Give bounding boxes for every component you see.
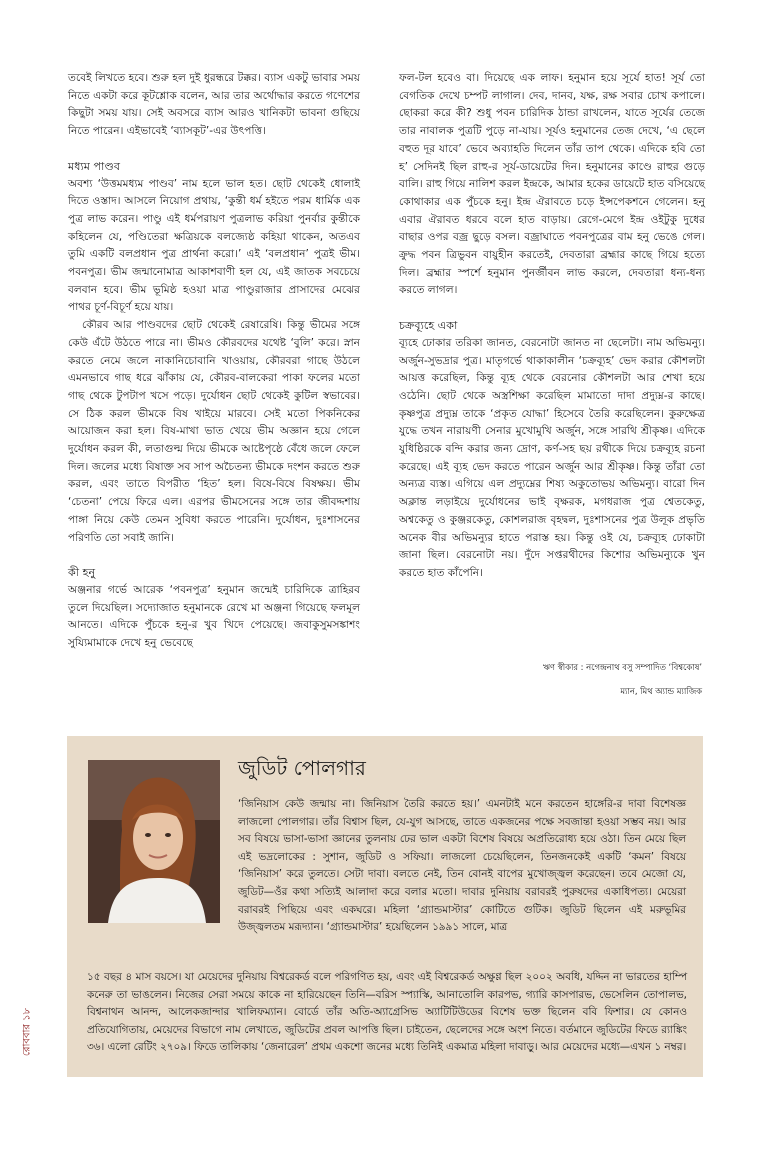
credits-line-2: ম্যান, মিথ অ্যান্ড ম্যাজিক <box>620 686 702 696</box>
side-page-label <box>18 1002 38 1062</box>
bhim-paragraph-2: কৌরব আর পাণ্ডবদের ছোট থেকেই রেষারেষি। কিন্তু ভীমের সঙ্গে কেউ এঁটে উঠতে পারে না। ভীমও কৌরবদের যথেষ্ট ‘বুলি’ করে। স্নান করতে নেমে জলে নাকানিচোবানি খাওয়ায়, কৌরবরা গাছে উঠলে এমনভাবে গাছ ধরে ঝাঁকায় যে, কৌরব-বালকেরা পাকা ফলের মতো গাছ থেকে টুপটাপ খসে পড়ে। দুর্যোধন ছোট থেকেই কুটিল স্বভাবের। সে ঠিক করল ভীমকে বিষ খাইয়ে মারবে। সেই মতো পিকনিকের আয়োজন করা হল। বিষ-মাখা ভাত খেয়ে ভীম অজ্ঞান হয়ে গেলে দুর্যোধন করল কী, লতাগুল্ম দিয়ে ভীমকে আষ্টেপৃষ্ঠে বেঁধে জলে ফেলে দিল। জলের মধ্যে বিষাক্ত সব সাপ অচৈতন্য ভীমকে দংশন করতে শুরু করল, এবং তাতে বিপরীত ‘হিত’ হল। বিষে-বিষে বিষক্ষয়। ভীম ‘চেতনা’ পেয়ে ফিরে এল। এরপর ভীমসেনের সঙ্গে তার জীবদ্দশায় পাঙ্গা নিয়ে কেউ তেমন সুবিধা করতে পারেনি। দুর্যোধন, দুঃশাসনের পরিণতি তো সবাই জানি। <box>68 319 360 544</box>
section-heading-chakravyuh: চক্রব্যূহে একা <box>399 319 458 333</box>
section-heading-ki-hanu: কী হনু <box>68 566 96 580</box>
left-column <box>68 70 360 653</box>
portrait-photo <box>88 760 220 923</box>
abhimanyu-paragraph: ব্যূহে ঢোকার তরিকা জানত, বেরনোটা জানত না ছেলেটা। নাম অভিমন্যু। অর্জুন-সুভদ্রার পুত্র। মাতৃগর্ভে থাকাকালীন ‘চক্রব্যূহ’ ভেদ করার কৌশলটা আয়ত্ত করেছিল, কিন্তু ব্যূহ থেকে বেরনোর কৌশলটা আর শেখা হয়ে ওঠেনি। ছোট থেকে অস্ত্রশিক্ষা করেছিল মামাতো দাদা প্রদ্যুম্ন-র কাছে। কৃষ্ণপুত্র প্রদ্যুম্ন তাকে ‘প্রকৃত যোদ্ধা’ হিসেবে তৈরি করেছিলেন। কুরুক্ষেত্র যুদ্ধে তখন নারায়ণী সেনার মুখোমুখি অর্জুন, সঙ্গে সারথি শ্রীকৃষ্ণ। এদিকে যুধিষ্ঠিরকে বন্দি করার জন্য দ্রোণ, কর্ণ-সহ ছয় রথীকে দিয়ে চক্রব্যূহ রচনা করেছে। এই ব্যূহ ভেদ করতে পারেন অর্জুন আর শ্রীকৃষ্ণ। কিন্তু তাঁরা তো অন্যত্র ব্যস্ত। এগিয়ে এল প্রদ্যুম্নের শিষ্য অকুতোভয় অভিমন্যু। বারো দিন অক্লান্ত লড়াইয়ে দুর্যোধনের ভাই বৃক্ষরক, মগধরাজ পুত্র শ্বেতকেতু, অশ্বকেতু ও কুঞ্জরকেতু, কোশলরাজ বৃহদ্বল, দুঃশাসনের পুত্র উলূক প্রভৃতি অনেক বীর অভিমন্যুর হাতে পরাস্ত হয়। কিন্তু ওই যে, চক্রব্যূহ ঢোকাটা জানা ছিল। বেরনোটা নয়। দুঁদে সপ্তরথীদের কিশোর অভিমন্যুকে খুন করতে হাত কাঁপেনি। <box>399 336 705 579</box>
right-column <box>399 70 705 583</box>
panel-title: জুডিট পোলগার <box>238 756 366 780</box>
bhim-paragraph-1: অবশ্য ‘উত্তমমধ্যম পাণ্ডব’ নাম হলে ভাল হত। ছোট থেকেই ধোলাই দিতে ওস্তাদ। আসলে নিয়োগ প্রথায়, ‘কুন্তী ধর্ম হইতে পরম ধার্মিক এক পুত্র লাভ করেন। পাণ্ডু এই ধর্মপরায়ণ পুত্রলাভ করিয়া পুনর্বার কুন্তীকে কহিলেন যে, পণ্ডিতেরা ক্ষত্রিয়কে বলজ্যেষ্ঠ কহিয়া থাকেন, অতএব তুমি একটি বলপ্রধান পুত্র প্রার্থনা করো।’ এই ‘বলপ্রধান’ পুত্রই ভীম। পবনপুত্র। ভীম জন্মানোমাত্র আকাশবাণী হল যে, এই জাতক সবচেয়ে বলবান হবে। ভীম ভূমিষ্ঠ হওয়া মাত্র পাণ্ডুরাজার প্রাসাদের মেঝের পাথর চূর্ণ-বিচূর্ণ হয়ে যায়। <box>68 177 360 314</box>
credits <box>382 655 702 703</box>
section-heading-madhyam-pandav: মধ্যম পাণ্ডব <box>68 159 121 173</box>
credits-line-1: ঋণ স্বীকার : নগেন্দ্রনাথ বসু সম্পাদিত ‘বিশ্বকোষ’ <box>542 662 702 672</box>
judit-polgar-panel <box>67 736 703 1077</box>
portrait-photo-icon <box>88 760 220 923</box>
intro-paragraph: তবেই লিখতে হবে। শুরু হল দুই ধুরন্ধরে টক্কর। ব্যাস একটু ভাবার সময় নিতে একটা করে কূটশ্লোক বলেন, আর তার অর্থোদ্ধার করতে গণেশের কিছুটা সময় যায়। সেই অবসরে ব্যাস আরও খানিকটা ভাবনা গুছিয়ে নিতে পারেন। এইভাবেই ‘ব্যাসকূট’-এর উৎপত্তি। <box>68 72 360 138</box>
panel-text-top: ‘জিনিয়াস কেউ জন্মায় না। জিনিয়াস তৈরি করতে হয়।’ এমনটাই মনে করতেন হাঙ্গেরি-র দাবা বিশেষজ্ঞ লাজলো পোলগার। তাঁর বিশ্বাস ছিল, যে-যুগ আসছে, তাতে একজনের পক্ষে সবজান্তা হওয়া সম্ভব নয়। আর সব বিষয়ে ভাসা-ভাসা জ্ঞানের তুলনায় ঢের ভাল একটা বিশেষ বিষয়ে অপ্রতিরোধ্য হয়ে ওঠা। তিন মেয়ে ছিল এই ভদ্রলোকের : সুশান, জুডিট ও সফিয়া। লাজলো চেয়েছিলেন, তিনজনকেই একটি ‘কমন’ বিষয়ে ‘জিনিয়াস’ করে তুলতে। সেটা দাবা। বলতে নেই, তিন বোনই বাপের মুখোজ্জ্বল করেছেন। তবে মেজো যে, জুডিট—ওঁর কথা সত্যিই আলাদা করে বলার মতো। দাবার দুনিয়ায় বরাবরই পুরুষদের একাধিপত্য। মেয়েরা বরাবরই পিছিয়ে এবং একঘরে। মহিলা ‘গ্র্যান্ডমাস্টার’ কোটিতে গুটিক। জুডিট ছিলেন এই মরুভূমির উজ্জ্বলতম মরূদ্যান। ‘গ্র্যান্ডমাস্টার’ হয়েছিলেন ১৯৯১ সালে, মাত্র <box>238 798 686 934</box>
panel-text-bottom: ১৫ বছর ৪ মাস বয়সে। যা মেয়েদের দুনিয়ায় বিশ্বরেকর্ড বলে পরিগণিত হয়, এবং এই বিশ্বরেকর্ড অক্ষুণ্ণ ছিল ২০০২ অবধি, যদ্দিন না ভারতের হাম্পি কনেরু তা ভাঙলেন। নিজের সেরা সময়ে কাকে না হারিয়েছেন তিনি—বরিস স্প্যাস্কি, আনাতোলি কারপভ, গ্যারি কাসপারভ, ভেসেলিন তোপালভ, বিশ্বনাথন আনন্দ, আলেকজান্দার খালিফম্যান। বোর্ডে তাঁর অতি-অ্যাগ্রেসিভ অ্যাটিটিউডের বিশেষ ভক্ত ছিলেন ববি ফিশার। যে কোনও প্রতিযোগিতায়, মেয়েদের বিভাগে নাম লেখাতে, জুডিটের প্রবল আপত্তি ছিল। চাইতেন, ছেলেদের সঙ্গে অংশ নিতে। বর্তমানে জুডিটের ফিডে র‌্যাঙ্কিং ৩৬। এলো রেটিং ২৭০৯। ফিডে তালিকায় ‘জেনারেল’ প্রথম একশো জনের মধ্যে তিনিই একমাত্র মহিলা দাবাড়ু। আর মেয়েদের মধ্যে—এখন ১ নম্বর। <box>87 971 687 1054</box>
hanuman-paragraph-cont: ফল-টল হবেও বা। দিয়েছে এক লাফ। হনুমান হয়ে সূর্যে হাত! সূর্য তো বেগতিক দেখে চম্পট লাগাল। দেব, দানব, যক্ষ, রক্ষ সবার চোখ কপালে। ছোকরা করে কী? শুধু পবন চারিদিক ঠান্ডা রাখলেন, যাতে সূর্যের তেজে তার নাবালক পুত্রটি পুড়ে না-যায়। সূর্যও হনুমানের তেজ দেখে, ‘এ ছেলে বহুত দূর যাবে’ ভেবে অব্যাহতি দিলেন তাঁর তাপ থেকে। এদিকে হবি তো হ’ সেদিনই ছিল রাহু-র সূর্য-ডায়েটের দিন। হনুমানের কাণ্ডে রাহুর গুড়ে বালি। রাহু গিয়ে নালিশ করল ইন্দ্রকে, আমার হকের ডায়েটে হাত বসিয়েছে কোথাকার এক পুঁচকে হনু। ইন্দ্র ঐরাবতে চড়ে ইন্সপেকশনে গেলেন। হনু এবার ঐরাবত ধরবে বলে হাত বাড়ায়। রেগে-মেগে ইন্দ্র ওইটুকু দুধের বাছার ওপর বজ্র ছুড়ে বসল। বজ্রাঘাতে পবনপুত্রের বাম হনু ভেঙে গেল। ক্রুদ্ধ পবন ত্রিভুবন বায়ুহীন করতেই, দেবতারা ব্রহ্মার কাছে গিয়ে হত্যে দিল। ব্রহ্মার স্পর্শে হনুমান পুনর্জীবন লাভ করলে, দেবতারা ধন্য-ধন্য করতে লাগল। <box>399 72 705 297</box>
hanuman-paragraph: অঞ্জনার গর্ভে আরেক ‘পবনপুত্র’ হনুমান জন্মেই চারিদিকে ত্রাহিরব তুলে দিয়েছিল। সদ্যোজাত হনুমানকে রেখে মা অঞ্জনা গিয়েছে ফলমূল আনতে। এদিকে পুঁচকে হনু-র খুব খিদে পেয়েছে। জবাকুসুমসঙ্কাশং সুয্যিমামাকে দেখে হনু ভেবেছে <box>68 583 360 650</box>
side-page-label-text: রোববার ১৮ <box>21 1007 33 1057</box>
